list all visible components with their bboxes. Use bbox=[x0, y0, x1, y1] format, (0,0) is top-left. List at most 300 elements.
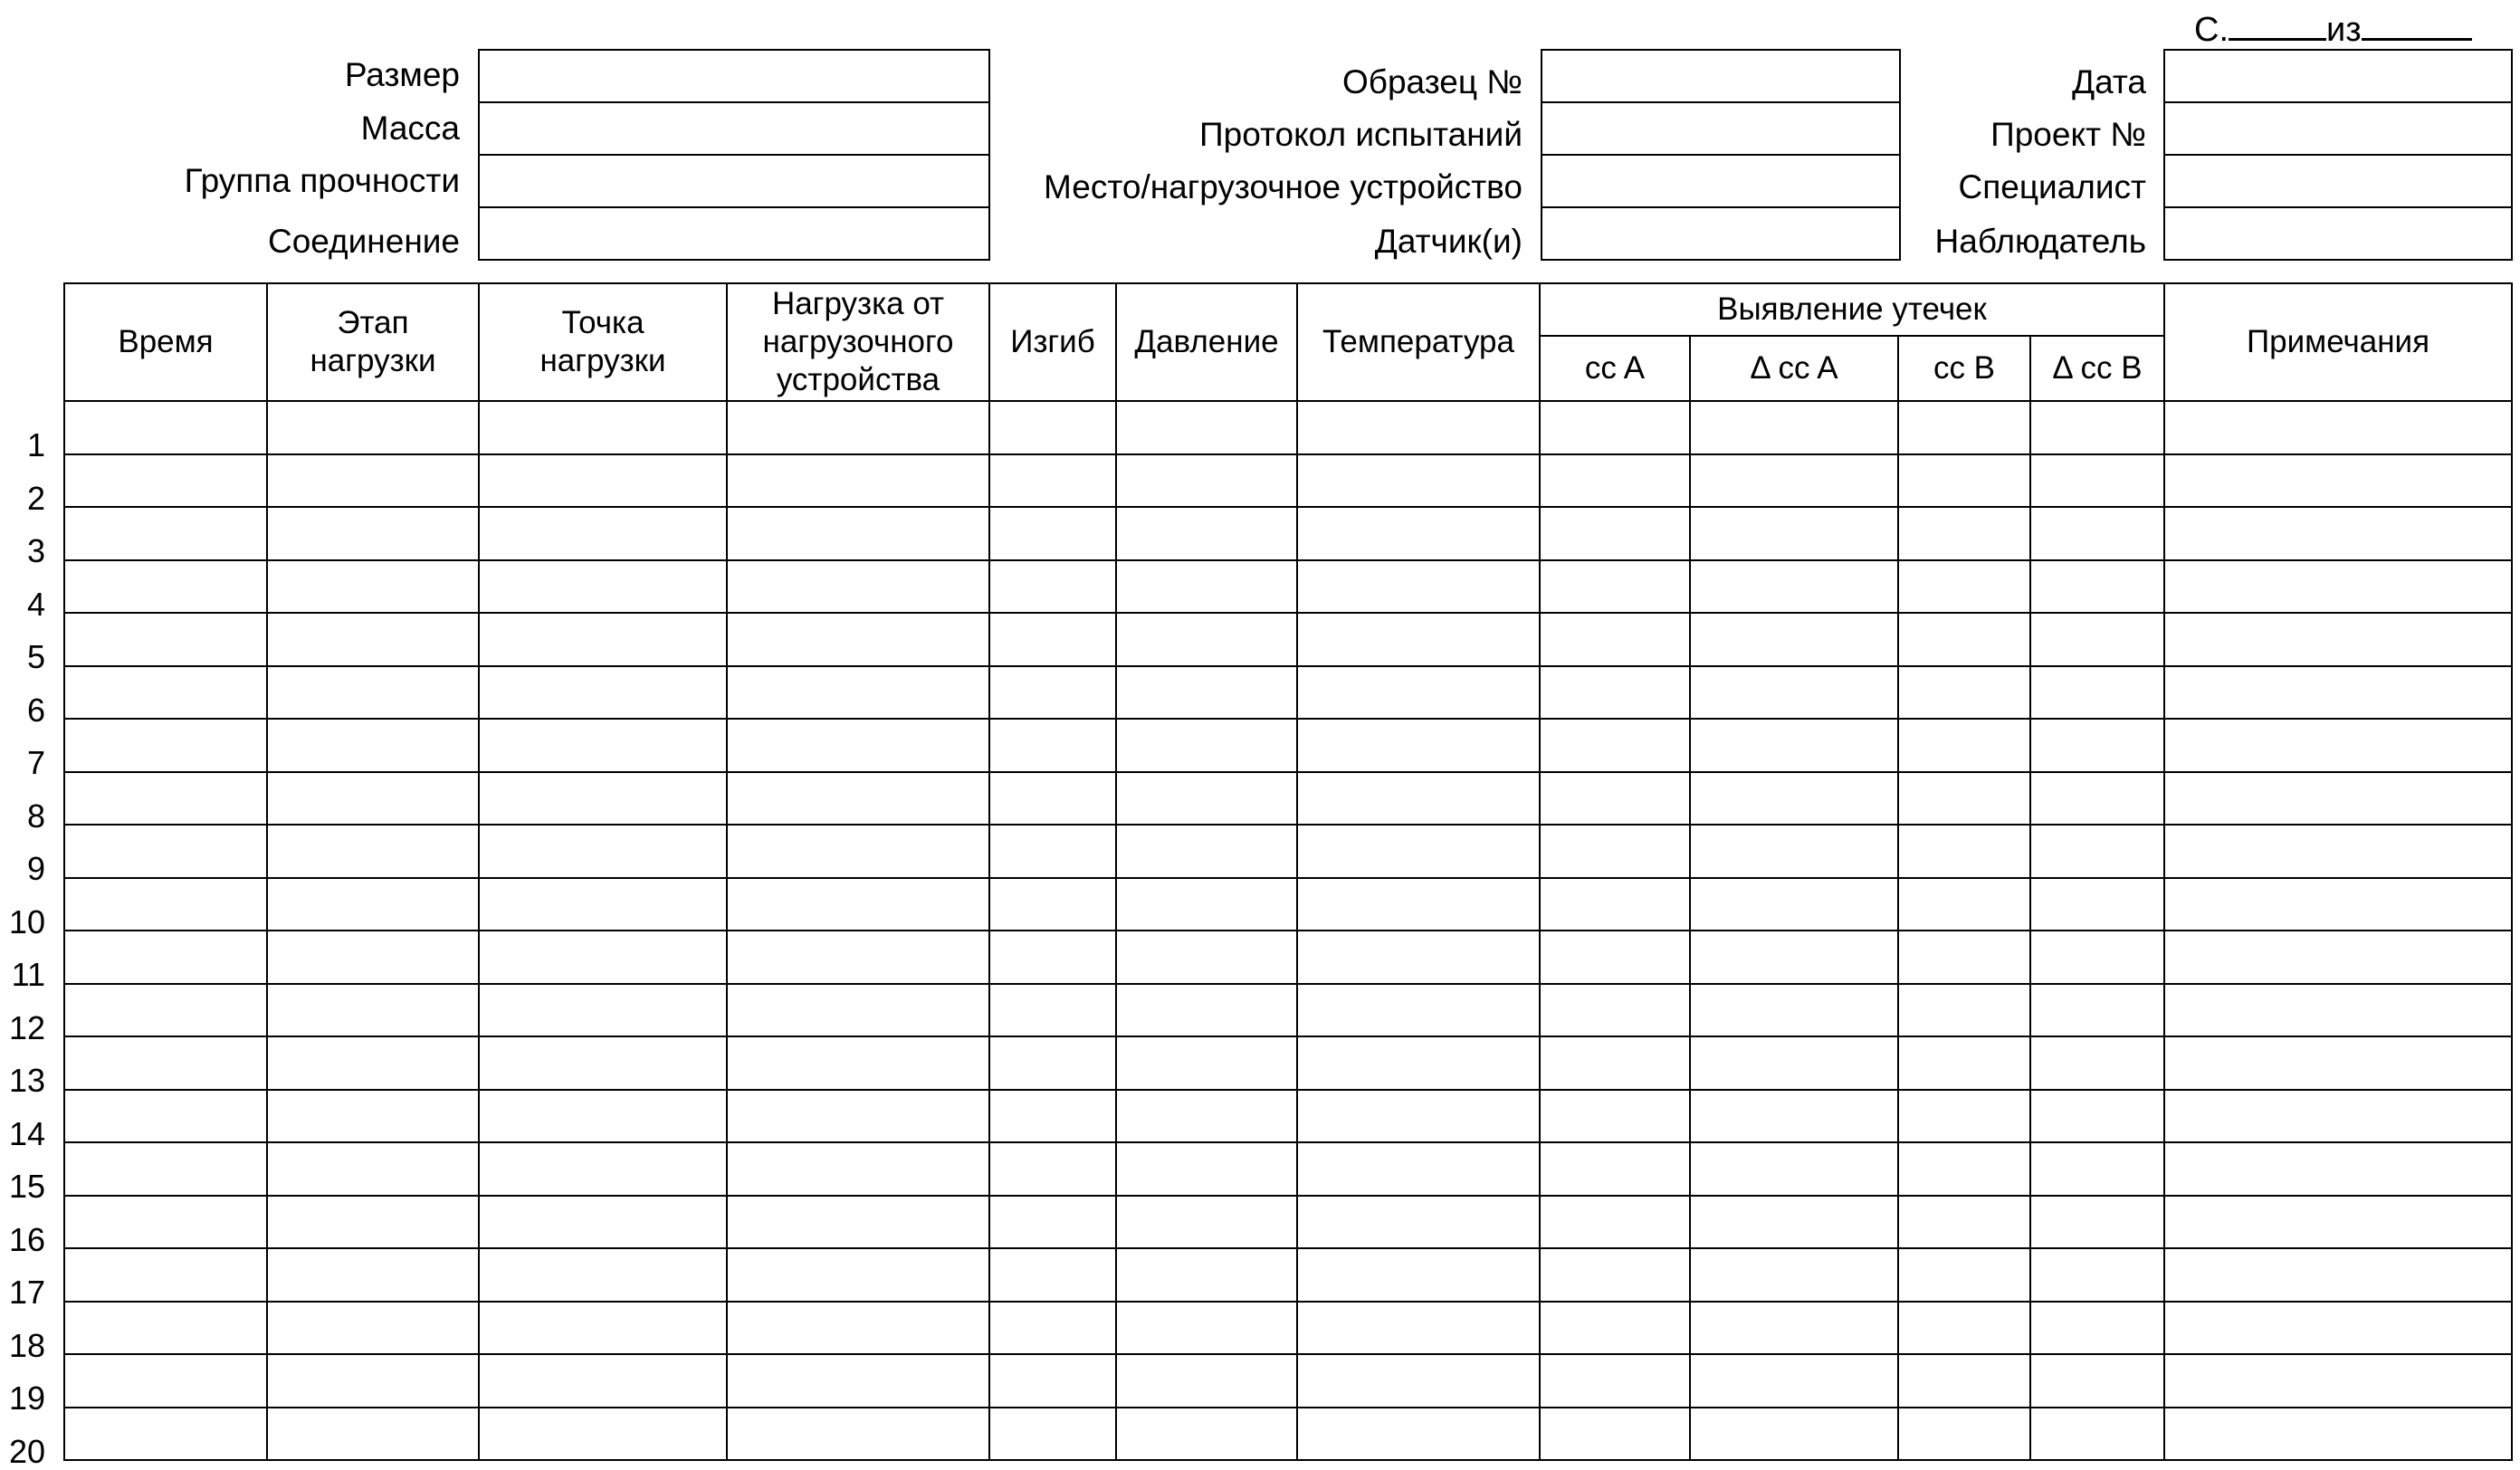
cell-cc-a[interactable] bbox=[1540, 1302, 1690, 1355]
cell-load-stage[interactable] bbox=[267, 1196, 479, 1249]
cell-load-point[interactable] bbox=[479, 931, 727, 984]
row-number: 2 bbox=[26, 479, 45, 517]
cell-temperature[interactable] bbox=[1297, 1142, 1540, 1196]
cell-delta-cc-b[interactable] bbox=[2030, 878, 2164, 931]
cell-delta-cc-a[interactable] bbox=[1690, 825, 1898, 878]
cell-device-load[interactable] bbox=[727, 401, 989, 454]
cell-load-stage[interactable] bbox=[267, 1408, 479, 1461]
cell-load-stage[interactable] bbox=[267, 931, 479, 984]
cell-temperature[interactable] bbox=[1297, 1354, 1540, 1408]
cell-pressure[interactable] bbox=[1116, 666, 1297, 720]
cell-delta-cc-a[interactable] bbox=[1690, 401, 1898, 454]
cell-notes[interactable] bbox=[2164, 1408, 2512, 1461]
col-header-bend: Изгиб bbox=[989, 283, 1116, 401]
cell-pressure[interactable] bbox=[1116, 1090, 1297, 1143]
cell-temperature[interactable] bbox=[1297, 613, 1540, 666]
cell-notes[interactable] bbox=[2164, 666, 2512, 720]
cell-device-load[interactable] bbox=[727, 1036, 989, 1090]
row-number: 1 bbox=[26, 426, 45, 463]
cell-load-point[interactable] bbox=[479, 719, 727, 772]
table-row bbox=[64, 666, 2512, 720]
cell-cc-a[interactable] bbox=[1540, 772, 1690, 826]
row-number: 16 bbox=[8, 1220, 45, 1258]
table-row bbox=[64, 1142, 2512, 1196]
cell-cc-b[interactable] bbox=[1898, 825, 2030, 878]
cell-device-load[interactable] bbox=[727, 825, 989, 878]
cell-delta-cc-b[interactable] bbox=[2030, 454, 2164, 508]
row-number: 7 bbox=[26, 744, 45, 781]
cell-cc-a[interactable] bbox=[1540, 984, 1690, 1037]
cell-pressure[interactable] bbox=[1116, 1196, 1297, 1249]
cell-notes[interactable] bbox=[2164, 1142, 2512, 1196]
cell-delta-cc-b[interactable] bbox=[2030, 772, 2164, 826]
cell-pressure[interactable] bbox=[1116, 454, 1297, 508]
cell-bend[interactable] bbox=[989, 772, 1116, 826]
cell-delta-cc-b[interactable] bbox=[2030, 1090, 2164, 1143]
cell-bend[interactable] bbox=[989, 666, 1116, 720]
cell-delta-cc-a[interactable] bbox=[1690, 772, 1898, 826]
cell-pressure[interactable] bbox=[1116, 772, 1297, 826]
cell-load-point[interactable] bbox=[479, 772, 727, 826]
cell-load-point[interactable] bbox=[479, 666, 727, 720]
cell-notes[interactable] bbox=[2164, 560, 2512, 614]
cell-time[interactable] bbox=[64, 719, 267, 772]
cell-load-stage[interactable] bbox=[267, 1142, 479, 1196]
row-number: 4 bbox=[26, 585, 45, 623]
cell-time[interactable] bbox=[64, 613, 267, 666]
table-row bbox=[64, 984, 2512, 1037]
cell-delta-cc-a[interactable] bbox=[1690, 1090, 1898, 1143]
cell-device-load[interactable] bbox=[727, 613, 989, 666]
cell-load-point[interactable] bbox=[479, 401, 727, 454]
cell-cc-a[interactable] bbox=[1540, 931, 1690, 984]
cell-pressure[interactable] bbox=[1116, 1142, 1297, 1196]
cell-cc-b[interactable] bbox=[1898, 1354, 2030, 1408]
col-header-temperature: Температура bbox=[1297, 283, 1540, 401]
cell-delta-cc-b[interactable] bbox=[2030, 719, 2164, 772]
size-field[interactable] bbox=[478, 49, 990, 103]
cell-bend[interactable] bbox=[989, 1408, 1116, 1461]
cell-delta-cc-a[interactable] bbox=[1690, 666, 1898, 720]
cell-temperature[interactable] bbox=[1297, 666, 1540, 720]
cell-delta-cc-b[interactable] bbox=[2030, 613, 2164, 666]
cell-delta-cc-a[interactable] bbox=[1690, 613, 1898, 666]
cell-load-stage[interactable] bbox=[267, 719, 479, 772]
cell-device-load[interactable] bbox=[727, 1142, 989, 1196]
cell-delta-cc-a[interactable] bbox=[1690, 719, 1898, 772]
cell-cc-a[interactable] bbox=[1540, 401, 1690, 454]
specialist-field[interactable] bbox=[2163, 154, 2513, 208]
cell-load-stage[interactable] bbox=[267, 507, 479, 560]
cell-bend[interactable] bbox=[989, 613, 1116, 666]
cell-temperature[interactable] bbox=[1297, 984, 1540, 1037]
page-counter-middle: из bbox=[2326, 11, 2362, 49]
cell-time[interactable] bbox=[64, 1090, 267, 1143]
location-device-label: Место/нагрузочное устройство bbox=[1044, 168, 1522, 205]
cell-delta-cc-b[interactable] bbox=[2030, 1142, 2164, 1196]
cell-delta-cc-b[interactable] bbox=[2030, 931, 2164, 984]
cell-cc-a[interactable] bbox=[1540, 1248, 1690, 1302]
cell-time[interactable] bbox=[64, 1408, 267, 1461]
cell-bend[interactable] bbox=[989, 401, 1116, 454]
cell-notes[interactable] bbox=[2164, 613, 2512, 666]
cell-cc-b[interactable] bbox=[1898, 719, 2030, 772]
cell-time[interactable] bbox=[64, 825, 267, 878]
cell-load-point[interactable] bbox=[479, 825, 727, 878]
cell-pressure[interactable] bbox=[1116, 1248, 1297, 1302]
sample-number-field[interactable] bbox=[1541, 49, 1901, 103]
mass-field[interactable] bbox=[478, 101, 990, 156]
col-header-cc-b: cc B bbox=[1898, 336, 2030, 401]
cell-time[interactable] bbox=[64, 1248, 267, 1302]
cell-load-stage[interactable] bbox=[267, 825, 479, 878]
cell-load-point[interactable] bbox=[479, 1142, 727, 1196]
col-header-pressure: Давление bbox=[1116, 283, 1297, 401]
cell-pressure[interactable] bbox=[1116, 1036, 1297, 1090]
cell-load-stage[interactable] bbox=[267, 1302, 479, 1355]
cell-load-point[interactable] bbox=[479, 1408, 727, 1461]
cell-device-load[interactable] bbox=[727, 719, 989, 772]
cell-bend[interactable] bbox=[989, 1142, 1116, 1196]
cell-bend[interactable] bbox=[989, 454, 1116, 508]
cell-cc-b[interactable] bbox=[1898, 560, 2030, 614]
cell-load-point[interactable] bbox=[479, 454, 727, 508]
cell-cc-b[interactable] bbox=[1898, 666, 2030, 720]
cell-device-load[interactable] bbox=[727, 878, 989, 931]
row-number: 6 bbox=[26, 691, 45, 729]
cell-bend[interactable] bbox=[989, 1196, 1116, 1249]
cell-device-load[interactable] bbox=[727, 454, 989, 508]
sensors-field[interactable] bbox=[1541, 206, 1901, 261]
cell-cc-a[interactable] bbox=[1540, 507, 1690, 560]
cell-notes[interactable] bbox=[2164, 507, 2512, 560]
page-counter-prefix: С. bbox=[2194, 11, 2229, 49]
cell-time[interactable] bbox=[64, 772, 267, 826]
cell-temperature[interactable] bbox=[1297, 1196, 1540, 1249]
cell-delta-cc-a[interactable] bbox=[1690, 1302, 1898, 1355]
cell-load-stage[interactable] bbox=[267, 401, 479, 454]
cell-pressure[interactable] bbox=[1116, 825, 1297, 878]
cell-pressure[interactable] bbox=[1116, 560, 1297, 614]
cell-cc-b[interactable] bbox=[1898, 984, 2030, 1037]
cell-cc-a[interactable] bbox=[1540, 613, 1690, 666]
cell-delta-cc-a[interactable] bbox=[1690, 1408, 1898, 1461]
cell-load-stage[interactable] bbox=[267, 666, 479, 720]
cell-load-stage[interactable] bbox=[267, 1036, 479, 1090]
cell-time[interactable] bbox=[64, 1036, 267, 1090]
cell-notes[interactable] bbox=[2164, 454, 2512, 508]
cell-bend[interactable] bbox=[989, 507, 1116, 560]
cell-temperature[interactable] bbox=[1297, 825, 1540, 878]
cell-load-point[interactable] bbox=[479, 1036, 727, 1090]
connection-field[interactable] bbox=[478, 206, 990, 261]
specialist-label: Специалист bbox=[1958, 168, 2146, 205]
cell-temperature[interactable] bbox=[1297, 931, 1540, 984]
cell-time[interactable] bbox=[64, 1196, 267, 1249]
cell-time[interactable] bbox=[64, 401, 267, 454]
size-label: Размер bbox=[344, 56, 460, 93]
cell-cc-a[interactable] bbox=[1540, 1036, 1690, 1090]
cell-cc-a[interactable] bbox=[1540, 1354, 1690, 1408]
cell-load-stage[interactable] bbox=[267, 454, 479, 508]
cell-delta-cc-a[interactable] bbox=[1690, 560, 1898, 614]
cell-load-point[interactable] bbox=[479, 507, 727, 560]
cell-device-load[interactable] bbox=[727, 1090, 989, 1143]
cell-delta-cc-b[interactable] bbox=[2030, 1408, 2164, 1461]
cell-delta-cc-a[interactable] bbox=[1690, 1196, 1898, 1249]
sensors-label: Датчик(и) bbox=[1374, 223, 1522, 260]
cell-pressure[interactable] bbox=[1116, 931, 1297, 984]
cell-cc-b[interactable] bbox=[1898, 1036, 2030, 1090]
col-header-time: Время bbox=[64, 283, 267, 401]
col-header-load-point: Точка нагрузки bbox=[479, 283, 727, 401]
cell-notes[interactable] bbox=[2164, 1036, 2512, 1090]
cell-device-load[interactable] bbox=[727, 1196, 989, 1249]
cell-cc-b[interactable] bbox=[1898, 401, 2030, 454]
cell-cc-a[interactable] bbox=[1540, 454, 1690, 508]
row-number: 17 bbox=[8, 1274, 45, 1311]
cell-temperature[interactable] bbox=[1297, 401, 1540, 454]
cell-load-point[interactable] bbox=[479, 1248, 727, 1302]
table-row bbox=[64, 1248, 2512, 1302]
cell-load-stage[interactable] bbox=[267, 1090, 479, 1143]
table-body bbox=[64, 401, 2512, 1460]
cell-device-load[interactable] bbox=[727, 1408, 989, 1461]
cell-load-stage[interactable] bbox=[267, 772, 479, 826]
cell-time[interactable] bbox=[64, 507, 267, 560]
cell-notes[interactable] bbox=[2164, 1354, 2512, 1408]
cell-temperature[interactable] bbox=[1297, 1036, 1540, 1090]
cell-load-point[interactable] bbox=[479, 984, 727, 1037]
cell-device-load[interactable] bbox=[727, 560, 989, 614]
cell-load-stage[interactable] bbox=[267, 1354, 479, 1408]
cell-temperature[interactable] bbox=[1297, 1302, 1540, 1355]
cell-bend[interactable] bbox=[989, 1036, 1116, 1090]
cell-cc-b[interactable] bbox=[1898, 1248, 2030, 1302]
cell-temperature[interactable] bbox=[1297, 1248, 1540, 1302]
cell-notes[interactable] bbox=[2164, 1196, 2512, 1249]
cell-cc-b[interactable] bbox=[1898, 613, 2030, 666]
table-row bbox=[64, 931, 2512, 984]
cell-notes[interactable] bbox=[2164, 1090, 2512, 1143]
cell-delta-cc-a[interactable] bbox=[1690, 1354, 1898, 1408]
cell-cc-a[interactable] bbox=[1540, 560, 1690, 614]
cell-delta-cc-b[interactable] bbox=[2030, 401, 2164, 454]
cell-time[interactable] bbox=[64, 1302, 267, 1355]
cell-time[interactable] bbox=[64, 931, 267, 984]
col-header-cc-a: cc A bbox=[1540, 336, 1690, 401]
row-number: 15 bbox=[8, 1168, 45, 1205]
cell-pressure[interactable] bbox=[1116, 1354, 1297, 1408]
cell-bend[interactable] bbox=[989, 1354, 1116, 1408]
cell-cc-b[interactable] bbox=[1898, 1408, 2030, 1461]
cell-pressure[interactable] bbox=[1116, 1302, 1297, 1355]
cell-device-load[interactable] bbox=[727, 1248, 989, 1302]
cell-temperature[interactable] bbox=[1297, 454, 1540, 508]
table-row bbox=[64, 454, 2512, 508]
cell-delta-cc-b[interactable] bbox=[2030, 1248, 2164, 1302]
cell-device-load[interactable] bbox=[727, 1302, 989, 1355]
cell-delta-cc-b[interactable] bbox=[2030, 1302, 2164, 1355]
cell-cc-b[interactable] bbox=[1898, 931, 2030, 984]
row-number: 11 bbox=[11, 956, 45, 993]
row-number: 19 bbox=[8, 1379, 45, 1417]
cell-delta-cc-a[interactable] bbox=[1690, 878, 1898, 931]
observer-field[interactable] bbox=[2163, 206, 2513, 261]
table-row bbox=[64, 613, 2512, 666]
strength-group-field[interactable] bbox=[478, 154, 990, 208]
cell-bend[interactable] bbox=[989, 984, 1116, 1037]
cell-load-stage[interactable] bbox=[267, 613, 479, 666]
cell-delta-cc-b[interactable] bbox=[2030, 825, 2164, 878]
cell-delta-cc-a[interactable] bbox=[1690, 1036, 1898, 1090]
cell-bend[interactable] bbox=[989, 1302, 1116, 1355]
date-field[interactable] bbox=[2163, 49, 2513, 103]
cell-delta-cc-b[interactable] bbox=[2030, 1036, 2164, 1090]
cell-cc-a[interactable] bbox=[1540, 1090, 1690, 1143]
cell-time[interactable] bbox=[64, 1142, 267, 1196]
row-number: 13 bbox=[8, 1062, 45, 1099]
cell-cc-b[interactable] bbox=[1898, 878, 2030, 931]
cell-delta-cc-a[interactable] bbox=[1690, 931, 1898, 984]
cell-delta-cc-a[interactable] bbox=[1690, 507, 1898, 560]
cell-load-stage[interactable] bbox=[267, 560, 479, 614]
cell-bend[interactable] bbox=[989, 878, 1116, 931]
cell-notes[interactable] bbox=[2164, 984, 2512, 1037]
table-row bbox=[64, 878, 2512, 931]
cell-time[interactable] bbox=[64, 1354, 267, 1408]
cell-cc-b[interactable] bbox=[1898, 772, 2030, 826]
cell-bend[interactable] bbox=[989, 931, 1116, 984]
row-number: 3 bbox=[26, 532, 45, 569]
test-log-table bbox=[63, 282, 2513, 1461]
cell-delta-cc-b[interactable] bbox=[2030, 666, 2164, 720]
cell-cc-a[interactable] bbox=[1540, 666, 1690, 720]
cell-bend[interactable] bbox=[989, 1090, 1116, 1143]
cell-device-load[interactable] bbox=[727, 1354, 989, 1408]
cell-temperature[interactable] bbox=[1297, 719, 1540, 772]
cell-delta-cc-b[interactable] bbox=[2030, 560, 2164, 614]
cell-pressure[interactable] bbox=[1116, 613, 1297, 666]
cell-delta-cc-a[interactable] bbox=[1690, 1248, 1898, 1302]
cell-temperature[interactable] bbox=[1297, 878, 1540, 931]
test-protocol-field[interactable] bbox=[1541, 101, 1901, 156]
cell-cc-b[interactable] bbox=[1898, 1142, 2030, 1196]
cell-notes[interactable] bbox=[2164, 719, 2512, 772]
cell-load-point[interactable] bbox=[479, 1302, 727, 1355]
cell-cc-b[interactable] bbox=[1898, 454, 2030, 508]
cell-time[interactable] bbox=[64, 560, 267, 614]
cell-cc-a[interactable] bbox=[1540, 825, 1690, 878]
cell-notes[interactable] bbox=[2164, 401, 2512, 454]
cell-cc-b[interactable] bbox=[1898, 1302, 2030, 1355]
cell-delta-cc-a[interactable] bbox=[1690, 454, 1898, 508]
col-header-notes: Примечания bbox=[2164, 283, 2512, 401]
cell-load-point[interactable] bbox=[479, 1090, 727, 1143]
cell-cc-a[interactable] bbox=[1540, 719, 1690, 772]
table-row bbox=[64, 1302, 2512, 1355]
cell-device-load[interactable] bbox=[727, 984, 989, 1037]
cell-notes[interactable] bbox=[2164, 1248, 2512, 1302]
cell-time[interactable] bbox=[64, 878, 267, 931]
cell-bend[interactable] bbox=[989, 1248, 1116, 1302]
cell-delta-cc-a[interactable] bbox=[1690, 1142, 1898, 1196]
cell-pressure[interactable] bbox=[1116, 401, 1297, 454]
cell-load-stage[interactable] bbox=[267, 984, 479, 1037]
row-number: 9 bbox=[26, 850, 45, 887]
cell-cc-b[interactable] bbox=[1898, 1090, 2030, 1143]
cell-cc-a[interactable] bbox=[1540, 1196, 1690, 1249]
cell-notes[interactable] bbox=[2164, 772, 2512, 826]
page-number-blank[interactable] bbox=[2229, 4, 2326, 41]
cell-cc-b[interactable] bbox=[1898, 507, 2030, 560]
project-number-field[interactable] bbox=[2163, 101, 2513, 156]
col-header-leak-detection: Выявление утечек bbox=[1540, 283, 2164, 336]
cell-load-point[interactable] bbox=[479, 613, 727, 666]
cell-delta-cc-b[interactable] bbox=[2030, 1354, 2164, 1408]
cell-device-load[interactable] bbox=[727, 666, 989, 720]
cell-load-point[interactable] bbox=[479, 878, 727, 931]
cell-pressure[interactable] bbox=[1116, 984, 1297, 1037]
row-number: 8 bbox=[26, 797, 45, 835]
cell-pressure[interactable] bbox=[1116, 719, 1297, 772]
cell-cc-b[interactable] bbox=[1898, 1196, 2030, 1249]
cell-load-stage[interactable] bbox=[267, 1248, 479, 1302]
cell-cc-a[interactable] bbox=[1540, 1142, 1690, 1196]
cell-bend[interactable] bbox=[989, 560, 1116, 614]
cell-load-stage[interactable] bbox=[267, 878, 479, 931]
cell-load-point[interactable] bbox=[479, 560, 727, 614]
cell-notes[interactable] bbox=[2164, 931, 2512, 984]
cell-device-load[interactable] bbox=[727, 772, 989, 826]
cell-notes[interactable] bbox=[2164, 1302, 2512, 1355]
cell-time[interactable] bbox=[64, 666, 267, 720]
observer-label: Наблюдатель bbox=[1934, 223, 2146, 260]
cell-bend[interactable] bbox=[989, 719, 1116, 772]
cell-cc-a[interactable] bbox=[1540, 1408, 1690, 1461]
cell-delta-cc-b[interactable] bbox=[2030, 507, 2164, 560]
cell-time[interactable] bbox=[64, 454, 267, 508]
location-device-field[interactable] bbox=[1541, 154, 1901, 208]
cell-time[interactable] bbox=[64, 984, 267, 1037]
cell-notes[interactable] bbox=[2164, 878, 2512, 931]
row-number: 10 bbox=[8, 902, 45, 940]
cell-load-point[interactable] bbox=[479, 1196, 727, 1249]
cell-cc-a[interactable] bbox=[1540, 878, 1690, 931]
cell-temperature[interactable] bbox=[1297, 560, 1540, 614]
cell-pressure[interactable] bbox=[1116, 1408, 1297, 1461]
cell-device-load[interactable] bbox=[727, 931, 989, 984]
cell-bend[interactable] bbox=[989, 825, 1116, 878]
table-row bbox=[64, 1408, 2512, 1461]
cell-temperature[interactable] bbox=[1297, 507, 1540, 560]
row-number: 18 bbox=[8, 1326, 45, 1364]
cell-load-point[interactable] bbox=[479, 1354, 727, 1408]
cell-temperature[interactable] bbox=[1297, 772, 1540, 826]
cell-delta-cc-b[interactable] bbox=[2030, 984, 2164, 1037]
cell-device-load[interactable] bbox=[727, 507, 989, 560]
cell-temperature[interactable] bbox=[1297, 1090, 1540, 1143]
cell-delta-cc-b[interactable] bbox=[2030, 1196, 2164, 1249]
cell-notes[interactable] bbox=[2164, 825, 2512, 878]
table-row bbox=[64, 1354, 2512, 1408]
cell-pressure[interactable] bbox=[1116, 507, 1297, 560]
cell-pressure[interactable] bbox=[1116, 878, 1297, 931]
page-total-blank[interactable] bbox=[2362, 4, 2472, 41]
cell-temperature[interactable] bbox=[1297, 1408, 1540, 1461]
row-number: 20 bbox=[8, 1432, 45, 1470]
cell-delta-cc-a[interactable] bbox=[1690, 984, 1898, 1037]
